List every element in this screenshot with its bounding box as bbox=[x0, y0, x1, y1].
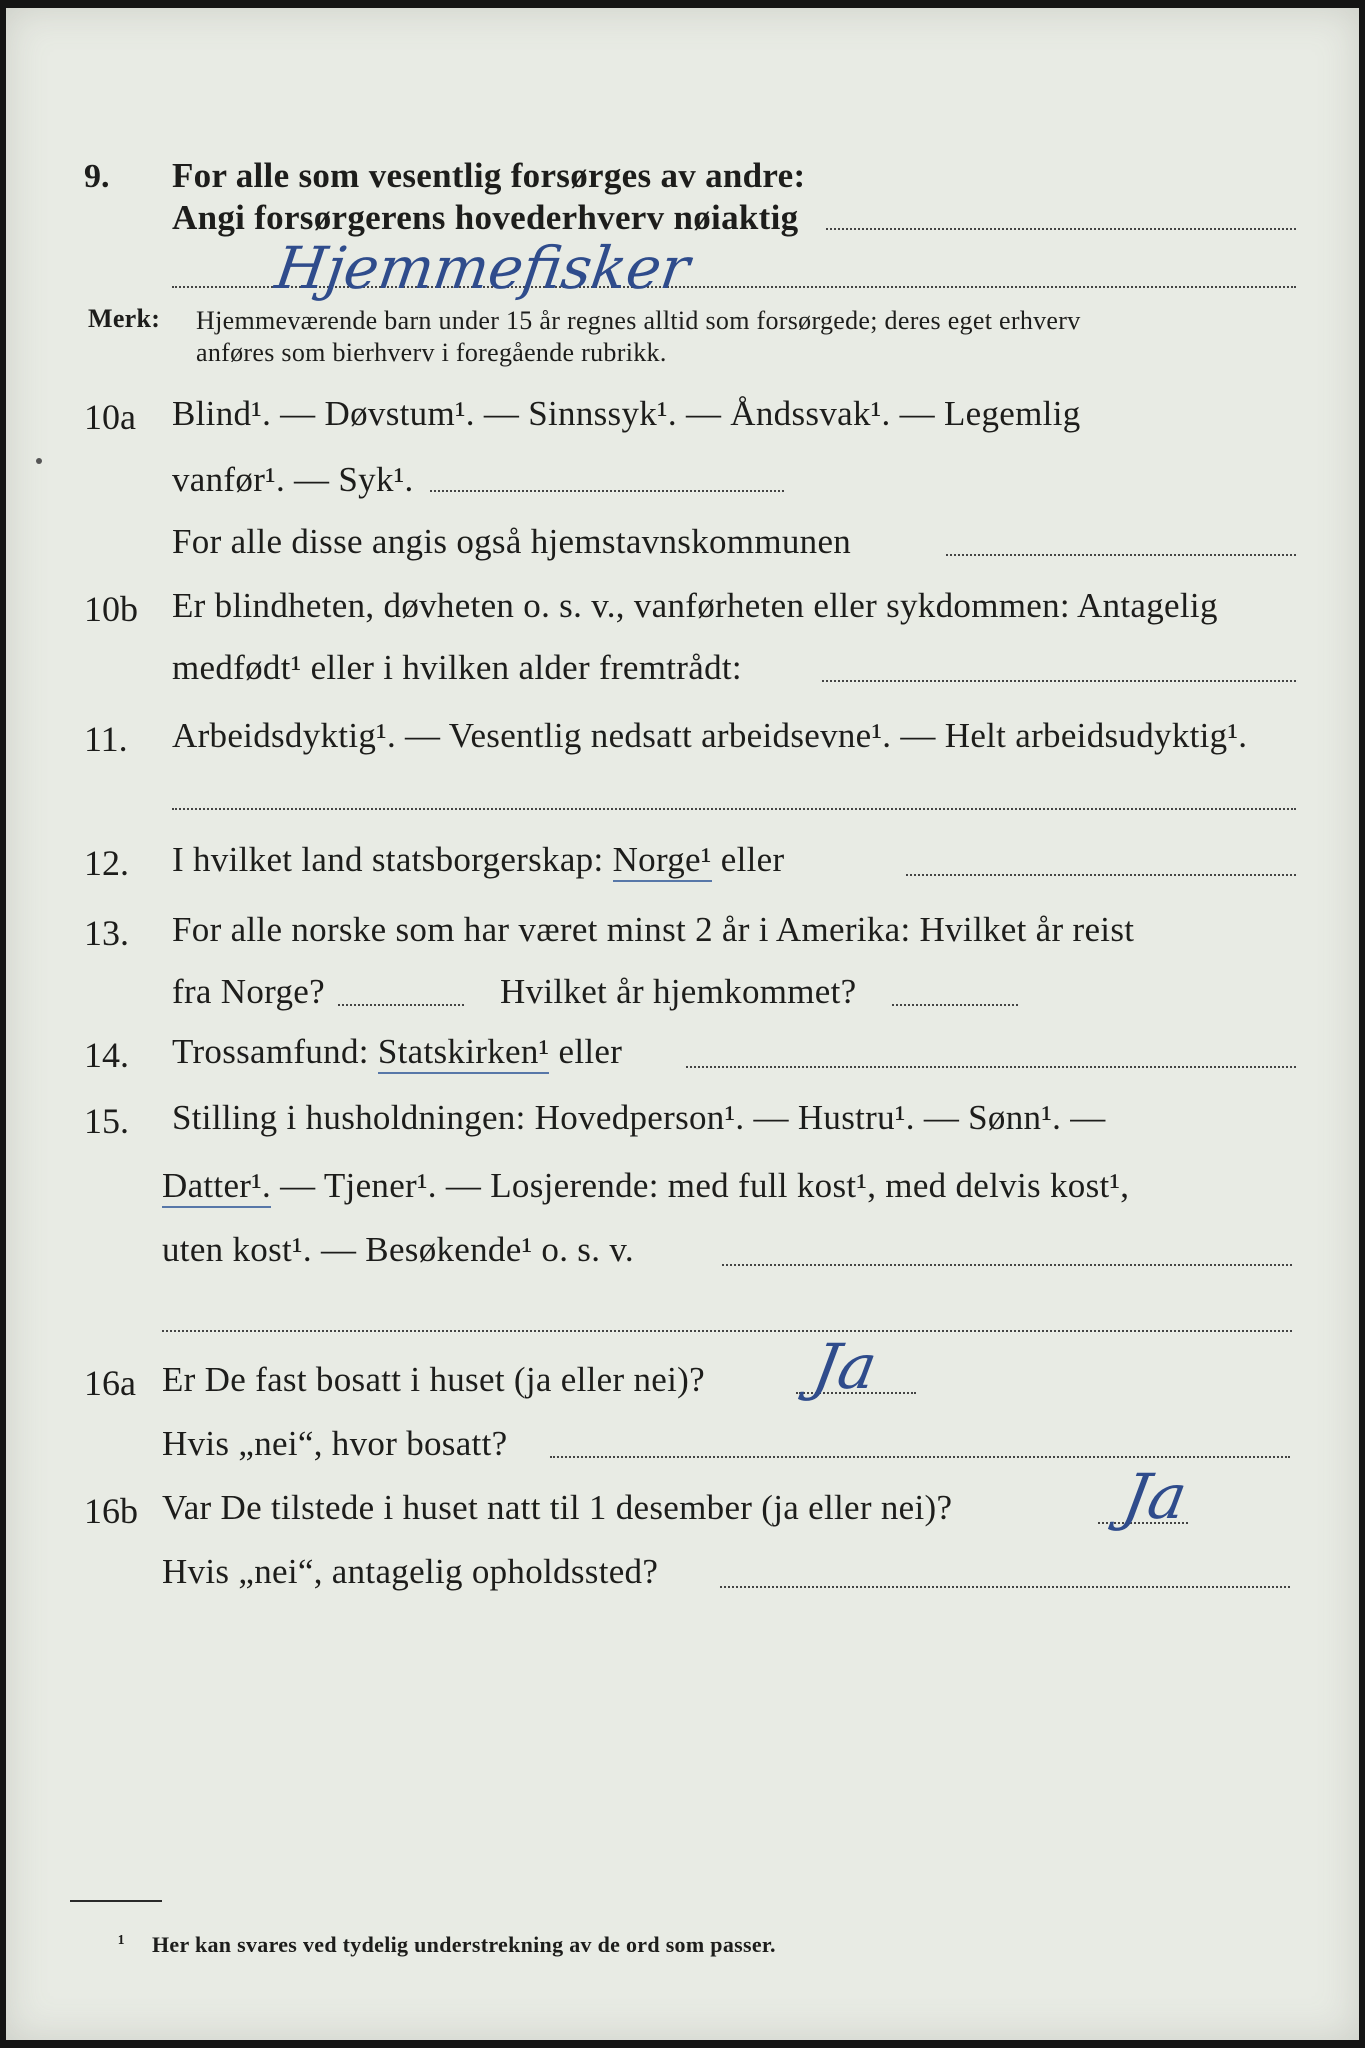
q13-dotted-line-1 bbox=[338, 1004, 464, 1006]
q16a-handwritten-answer: Ja bbox=[807, 1330, 883, 1403]
q10a-dotted-line-2 bbox=[946, 554, 1296, 556]
q10b-number: 10b bbox=[84, 589, 138, 629]
q13-dotted-line-2 bbox=[892, 1004, 1018, 1006]
q13-number: 13. bbox=[84, 913, 129, 953]
q16b-line2: Hvis „nei“, antagelig opholdssted? bbox=[162, 1552, 659, 1591]
q10a-number: 10a bbox=[84, 397, 136, 437]
q16a-number: 16a bbox=[84, 1363, 136, 1403]
q13-line2a: fra Norge? bbox=[172, 972, 325, 1011]
q13-line1: For alle norske som har været minst 2 år i Amerika: Hvilket år reist bbox=[172, 910, 1135, 949]
census-form-page bbox=[6, 8, 1359, 2040]
q16b-line1: Var De tilstede i huset natt til 1 desember (ja eller nei)? bbox=[162, 1488, 953, 1527]
q10a-line1: Blind¹. — Døvstum¹. — Sinnssyk¹. — Åndssvak¹. — Legemlig bbox=[172, 394, 1081, 433]
margin-dot bbox=[36, 458, 42, 464]
q15-line2-rest: — Tjener¹. — Losjerende: med full kost¹, med delvis kost¹, bbox=[280, 1166, 1130, 1205]
q11-line1: Arbeidsdyktig¹. — Vesentlig nedsatt arbeidsevne¹. — Helt arbeidsudyktig¹. bbox=[172, 716, 1248, 755]
q9-line1: For alle som vesentlig forsørges av andre: bbox=[172, 156, 806, 195]
q16b-dotted-line-2 bbox=[720, 1586, 1290, 1588]
merk-label: Merk: bbox=[88, 304, 161, 333]
q12-prefix: I hvilket land statsborgerskap: bbox=[172, 840, 604, 879]
q11-dotted-line bbox=[172, 808, 1296, 810]
q16a-dotted-line-2 bbox=[550, 1456, 1290, 1458]
merk-line1: Hjemmeværende barn under 15 år regnes alltid som forsørgede; deres eget erhverv bbox=[196, 306, 1081, 335]
q10b-dotted-line bbox=[822, 680, 1296, 682]
q12-dotted-line bbox=[906, 874, 1296, 876]
q15-line2 bbox=[162, 1166, 1129, 1206]
q14-prefix: Trossamfund: bbox=[172, 1032, 369, 1071]
q10a-line2: vanfør¹. — Syk¹. bbox=[172, 460, 414, 499]
q16b-number: 16b bbox=[84, 1491, 138, 1531]
merk-line2: anføres som bierhverv i foregående rubrikk. bbox=[196, 338, 667, 367]
q14-line bbox=[172, 1032, 622, 1072]
q12-suffix: eller bbox=[720, 840, 785, 879]
q15-line3: uten kost¹. — Besøkende¹ o. s. v. bbox=[162, 1230, 634, 1269]
q16a-line1: Er De fast bosatt i huset (ja eller nei)? bbox=[162, 1360, 705, 1399]
q12-line bbox=[172, 840, 784, 880]
q14-underlined-answer: Statskirken¹ bbox=[378, 1032, 550, 1074]
q11-number: 11. bbox=[84, 719, 128, 759]
q10b-line1: Er blindheten, døvheten o. s. v., vanførheten eller sykdommen: Antagelig bbox=[172, 586, 1218, 625]
q12-underlined-answer: Norge¹ bbox=[613, 840, 712, 882]
q13-line2b: Hvilket år hjemkommet? bbox=[500, 972, 857, 1011]
q14-number: 14. bbox=[84, 1035, 129, 1075]
footnote-rule bbox=[70, 1900, 162, 1902]
q9-dotted-line-1 bbox=[826, 228, 1296, 230]
q12-number: 12. bbox=[84, 843, 129, 883]
q9-handwritten-answer: Hjemmefisker bbox=[271, 234, 694, 302]
q10b-line2: medfødt¹ eller i hvilken alder fremtrådt: bbox=[172, 648, 742, 687]
q15-dotted-line-1 bbox=[722, 1264, 1292, 1266]
q15-line1: Stilling i husholdningen: Hovedperson¹. — Hustru¹. — Sønn¹. — bbox=[172, 1098, 1106, 1137]
q14-dotted-line bbox=[686, 1066, 1296, 1068]
footnote-mark: ¹ bbox=[118, 1930, 125, 1955]
q15-dotted-line-2 bbox=[162, 1330, 1292, 1332]
q9-number: 9. bbox=[84, 158, 110, 195]
q16a-line2: Hvis „nei“, hvor bosatt? bbox=[162, 1424, 508, 1463]
footnote-text: Her kan svares ved tydelig understrekning av de ord som passer. bbox=[152, 1932, 776, 1957]
q14-suffix: eller bbox=[558, 1032, 623, 1071]
q10a-dotted-line-1 bbox=[430, 490, 784, 492]
q9-line2: Angi forsørgerens hovederhverv nøiaktig bbox=[172, 198, 799, 237]
q16b-handwritten-answer: Ja bbox=[1117, 1460, 1193, 1533]
q10a-line3: For alle disse angis også hjemstavnskommunen bbox=[172, 522, 852, 561]
q15-number: 15. bbox=[84, 1101, 129, 1141]
q15-underlined-answer: Datter¹. bbox=[162, 1166, 271, 1208]
